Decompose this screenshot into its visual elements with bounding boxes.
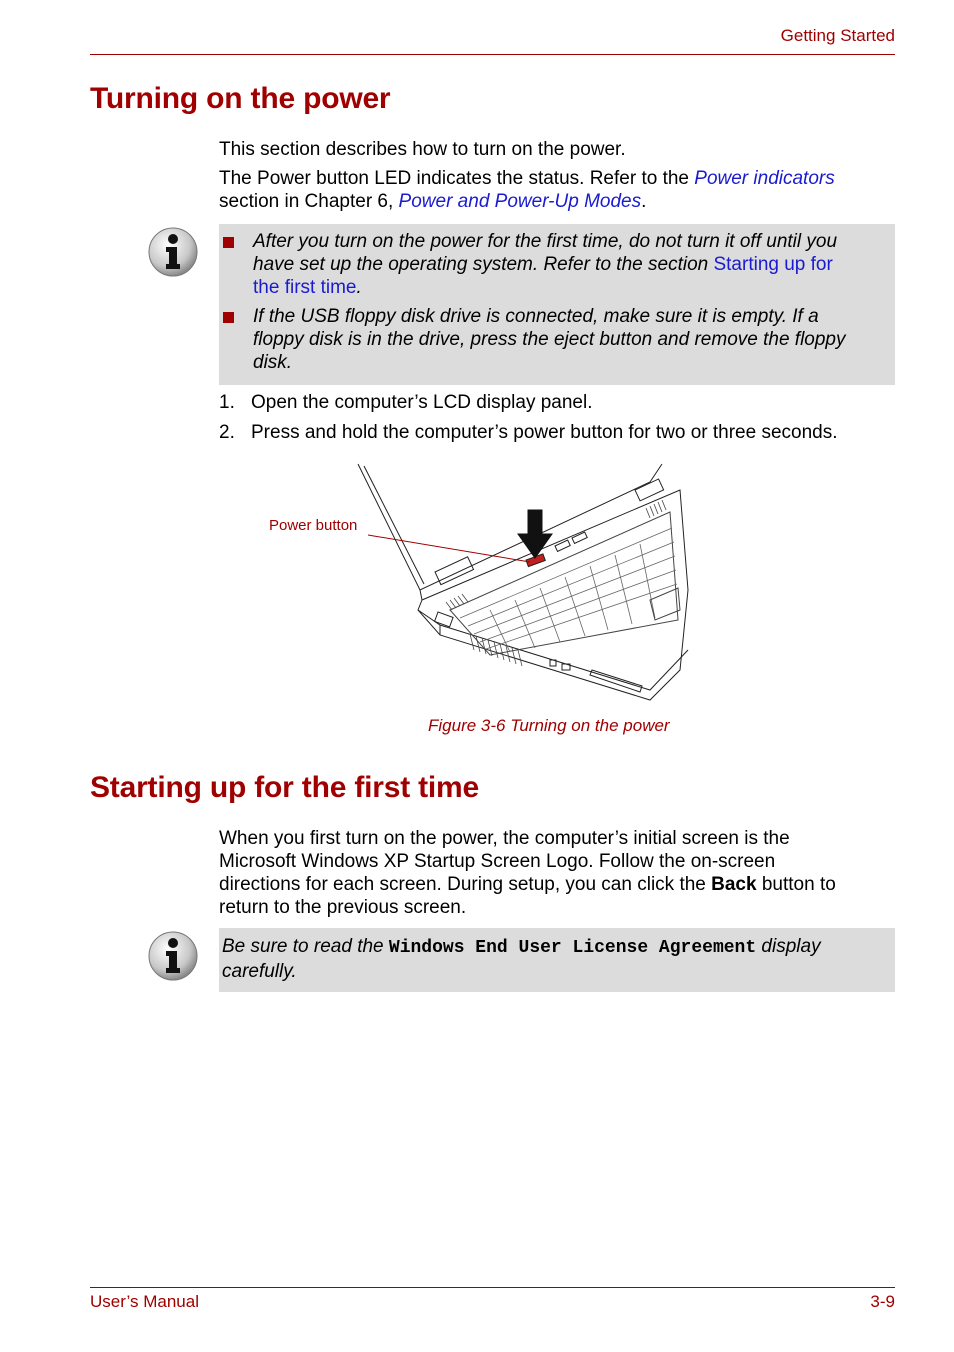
license-note-c: carefully. bbox=[222, 961, 297, 982]
led-text-1: The Power button LED indicates the status. Refer to the bbox=[219, 168, 695, 189]
startup-line3-end: button to bbox=[756, 874, 836, 895]
footer-manual-title: User’s Manual bbox=[90, 1292, 199, 1311]
led-paragraph bbox=[219, 167, 895, 213]
intro-paragraph: This section describes how to turn on the power. bbox=[219, 139, 626, 160]
bullet1-line1: After you turn on the power for the first time, do not turn it off until you bbox=[253, 231, 838, 252]
bullet1-end: . bbox=[356, 277, 362, 298]
led-text-3: . bbox=[641, 191, 647, 212]
page-number: 3-9 bbox=[870, 1292, 895, 1311]
section-title-turning-on-power: Turning on the power bbox=[90, 82, 391, 115]
bullet1-line2: have set up the operating system. Refer to the section bbox=[253, 254, 714, 275]
info-icon bbox=[147, 930, 199, 982]
step-number: 2. bbox=[219, 422, 235, 443]
startup-line2: Microsoft Windows XP Startup Screen Logo. Follow the on-screen bbox=[219, 851, 776, 872]
startup-line1: When you first turn on the power, the computer’s initial screen is the bbox=[219, 828, 790, 849]
note-box-power bbox=[219, 224, 895, 385]
step-number: 1. bbox=[219, 392, 235, 413]
running-header: Getting Started bbox=[780, 26, 895, 45]
note-bullet-floppy bbox=[219, 305, 895, 375]
note-box-license bbox=[219, 928, 895, 992]
figure-caption: Figure 3-6 Turning on the power bbox=[428, 716, 670, 735]
power-modes-link[interactable]: Power and Power-Up Modes bbox=[398, 191, 642, 212]
license-note-a: Be sure to read the bbox=[222, 936, 389, 957]
bullet-square-icon bbox=[223, 237, 234, 248]
header-rule bbox=[90, 54, 895, 55]
starting-up-link[interactable]: Starting up for bbox=[713, 254, 833, 275]
startup-paragraph bbox=[219, 827, 895, 919]
section-title-starting-up: Starting up for the first time bbox=[90, 771, 480, 804]
back-button-label: Back bbox=[711, 874, 757, 895]
info-icon bbox=[147, 226, 199, 278]
step-text: Press and hold the computer’s power button for two or three seconds. bbox=[251, 422, 838, 443]
license-note-text bbox=[222, 935, 889, 983]
bullet-square-icon bbox=[223, 312, 234, 323]
bullet2-line1: If the USB floppy disk drive is connected, make sure it is empty. If a bbox=[253, 306, 819, 327]
startup-line3: directions for each screen. During setup, you can click the bbox=[219, 874, 712, 895]
led-text-2: section in Chapter 6, bbox=[219, 191, 399, 212]
license-note-b: display bbox=[756, 936, 821, 957]
bullet2-line2: floppy disk is in the drive, press the eject button and remove the floppy bbox=[253, 329, 846, 350]
license-agreement-name: Windows End User License Agreement bbox=[388, 938, 757, 958]
laptop-illustration bbox=[350, 460, 695, 710]
footer-rule bbox=[90, 1287, 895, 1288]
note-bullet-first-power bbox=[219, 230, 895, 300]
bullet2-line3: disk. bbox=[253, 352, 293, 373]
power-button-callout: Power button bbox=[269, 517, 358, 534]
power-indicators-link[interactable]: Power indicators bbox=[694, 168, 835, 189]
startup-line4: return to the previous screen. bbox=[219, 897, 467, 918]
step-text: Open the computer’s LCD display panel. bbox=[251, 392, 593, 413]
starting-up-link-cont[interactable]: the first time bbox=[253, 277, 357, 298]
